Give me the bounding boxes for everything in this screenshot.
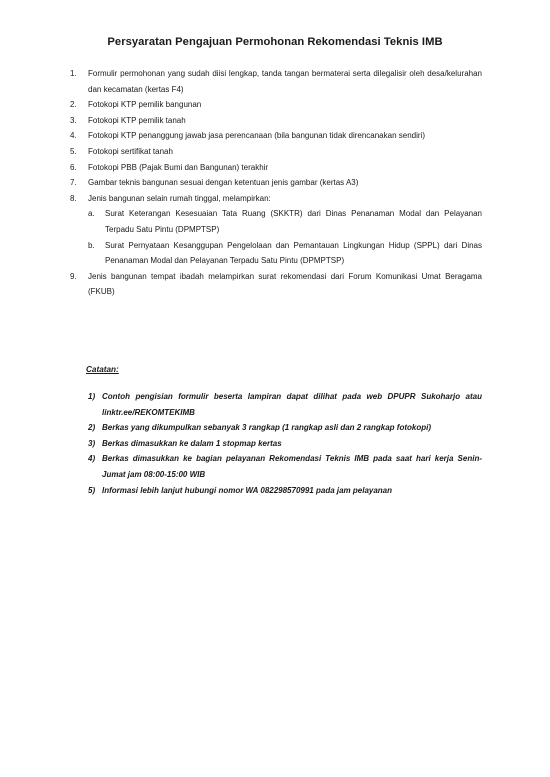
item-number: 6. — [70, 162, 77, 172]
item-number: 1. — [70, 69, 77, 78]
sub-list-item — [88, 238, 482, 269]
note-number: 4) — [88, 454, 96, 464]
note-text: Berkas yang dikumpulkan sebanyak 3 rangkap (1 rangkap asli dan 2 rangkap fotokopi) — [102, 423, 431, 433]
item-number: 4. — [70, 131, 77, 141]
note-item — [88, 436, 482, 452]
item-text: Fotokopi KTP penanggung jawab jasa perencanaan (bila bangunan tidak direncanakan sendiri) — [88, 131, 425, 141]
item-number: 8. — [70, 193, 77, 203]
item-number: 7. — [70, 178, 77, 188]
list-item — [70, 128, 482, 144]
note-item — [88, 420, 482, 436]
list-item — [70, 113, 482, 129]
note-text: Berkas dimasukkan ke dalam 1 stopmap kertas — [102, 438, 282, 448]
item-text: Jenis bangunan tempat ibadah melampirkan surat rekomendasi dari Forum Komunikasi Umat Beragama (FKUB) — [88, 271, 482, 297]
page-title: Persyaratan Pengajuan Permohonan Rekomendasi Teknis IMB — [107, 36, 443, 48]
sub-item-letter: a. — [88, 209, 95, 219]
list-item — [70, 175, 482, 191]
sub-list — [88, 206, 482, 268]
list-item — [70, 191, 482, 269]
item-number: 9. — [70, 271, 77, 281]
sub-list-item — [88, 206, 482, 237]
note-number: 3) — [88, 438, 96, 448]
sub-item-letter: b. — [88, 240, 95, 250]
note-number: 2) — [88, 423, 96, 433]
sub-item-text: Surat Keterangan Kesesuaian Tata Ruang (SKKTR) dari Dinas Penanaman Modal dan Pelayanan Terpadu Satu Pintu (DPMPTSP) — [105, 209, 482, 234]
note-item — [88, 483, 482, 499]
list-item — [70, 144, 482, 160]
item-number: 3. — [70, 115, 77, 125]
item-text: Formulir permohonan yang sudah diisi lengkap, tanda tangan bermaterai serta dilegalisir oleh desa/kelurahan dan kecamatan (kertas F4) — [88, 69, 482, 94]
notes-list — [88, 389, 482, 498]
item-text: Gambar teknis bangunan sesuai dengan ketentuan jenis gambar (kertas A3) — [88, 178, 359, 188]
item-text: Fotokopi sertifikat tanah — [88, 146, 173, 156]
notes-heading: Catatan: — [86, 365, 119, 374]
list-item — [70, 66, 482, 97]
note-item — [88, 451, 482, 482]
item-number: 5. — [70, 146, 77, 156]
list-item — [70, 97, 482, 113]
item-text: Jenis bangunan selain rumah tinggal, melampirkan: — [88, 193, 271, 203]
note-text: Informasi lebih lanjut hubungi nomor WA 082298570991 pada jam pelayanan — [102, 485, 393, 495]
list-item — [70, 160, 482, 176]
sub-item-text: Surat Pernyataan Kesanggupan Pengelolaan dan Pemantauan Lingkungan Hidup (SPPL) dari Dinas Penanaman Modal dan Pelayanan Terpadu Satu Pintu (DPMPTSP) — [105, 240, 482, 266]
note-item — [88, 389, 482, 420]
item-number: 2. — [70, 100, 77, 110]
requirements-list — [70, 66, 482, 300]
note-text: Berkas dimasukkan ke bagian pelayanan Rekomendasi Teknis IMB pada saat hari kerja Senin-Jumat jam 08:00-15:00 WIB — [102, 454, 482, 479]
item-text: Fotokopi KTP pemilik bangunan — [88, 100, 202, 110]
note-number: 1) — [88, 392, 96, 401]
list-item — [70, 269, 482, 300]
note-text: Contoh pengisian formulir beserta lampiran dapat dilihat pada web DPUPR Sukoharjo atau linktr.ee/REKOMTEKIMB — [102, 392, 482, 417]
item-text: Fotokopi PBB (Pajak Bumi dan Bangunan) terakhir — [88, 162, 269, 172]
item-text: Fotokopi KTP pemilik tanah — [88, 115, 186, 125]
note-number: 5) — [88, 485, 96, 495]
